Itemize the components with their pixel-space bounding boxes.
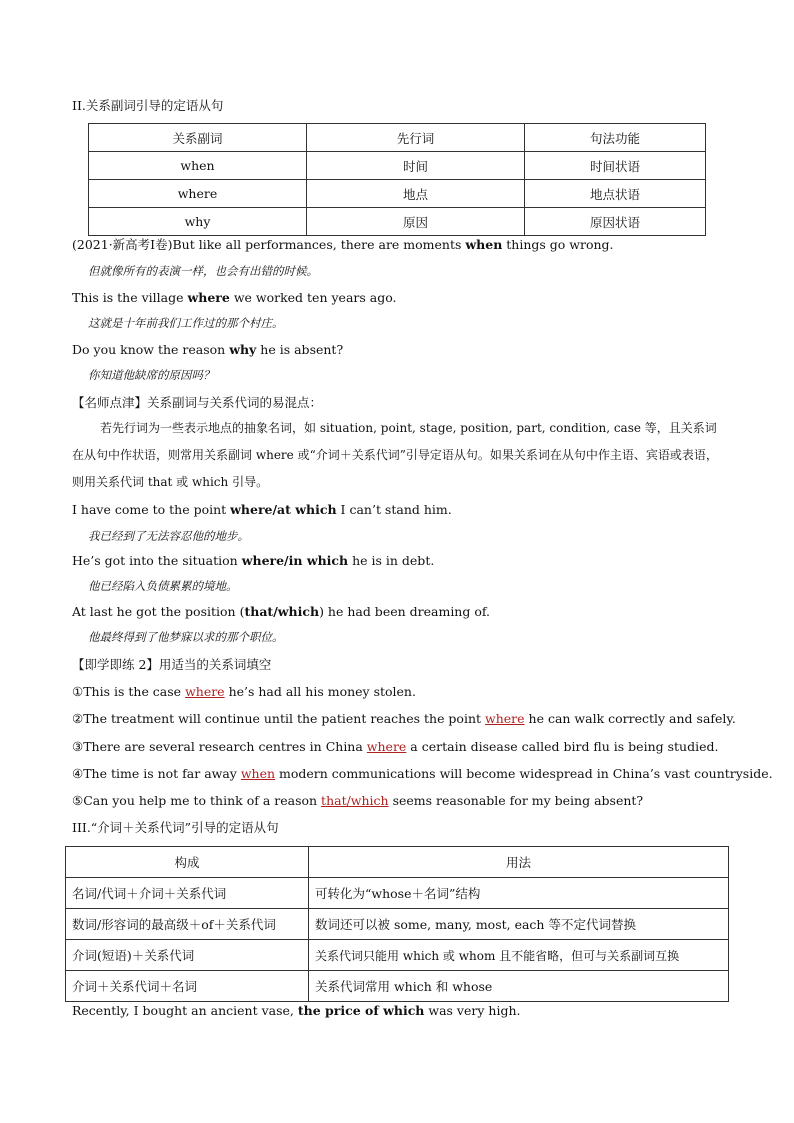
table-row xyxy=(89,180,706,208)
table-cell: 介词(短语)＋关系代词 xyxy=(66,940,309,971)
table-cell: 时间状语 xyxy=(525,152,706,180)
table-row xyxy=(66,878,729,909)
example-sentence: This is the village where we worked ten years ago. xyxy=(72,290,397,305)
relative-adverb-table xyxy=(88,123,706,236)
practice-item: ②The treatment will continue until the patient reaches the point where he can walk correctly and safely. xyxy=(72,711,736,726)
practice-item: ③There are several research centres in China where a certain disease called bird flu is being studied. xyxy=(72,739,719,754)
example-translation: 你知道他缺席的原因吗？ xyxy=(88,368,215,382)
table-cell: why xyxy=(89,208,307,236)
answer-blank: where xyxy=(366,739,407,754)
table-cell: 原因状语 xyxy=(525,208,706,236)
answer-blank: that/which xyxy=(321,793,389,808)
table-cell: 地点 xyxy=(307,180,525,208)
table-header-row xyxy=(66,847,729,878)
answer-blank: when xyxy=(240,766,276,781)
table-cell: 介词＋关系代词＋名词 xyxy=(66,971,309,1002)
table-row xyxy=(89,208,706,236)
example-translation: 这就是十年前我们工作过的那个村庄。 xyxy=(88,316,284,330)
example-sentence: I have come to the point where/at which I can’t stand him. xyxy=(72,502,452,517)
tip-heading: 【名师点津】关系副词与关系代词的易混点： xyxy=(72,395,323,410)
table-cell: 地点状语 xyxy=(525,180,706,208)
section-title-2: II.关系副词引导的定语从句 xyxy=(72,98,224,113)
tip-paragraph: 若先行词为一些表示地点的抽象名词，如 situation, point, stage, position, part, condition, case 等，且关系词在从句中作状语，则常用关系副词 where 或“介词＋关系代词”引导定语从句。如果关系词在从句中作主语、宾语或表语，则用关系代词 that 或 which 引导。 xyxy=(72,421,718,489)
table-header: 用法 xyxy=(309,847,729,878)
table-cell: when xyxy=(89,152,307,180)
example-translation: 他已经陷入负债累累的境地。 xyxy=(88,579,238,593)
table-row xyxy=(66,940,729,971)
table-header-row xyxy=(89,124,706,152)
table-cell: 数词还可以被 some, many, most, each 等不定代词替换 xyxy=(309,909,729,940)
example-sentence: He’s got into the situation where/in which he is in debt. xyxy=(72,553,435,568)
table-row xyxy=(66,971,729,1002)
answer-blank: where xyxy=(485,711,525,726)
prep-pronoun-table xyxy=(65,846,729,1002)
example-translation: 我已经到了无法容忍他的地步。 xyxy=(88,529,249,543)
table-cell: 时间 xyxy=(307,152,525,180)
table-cell: 名词/代词＋介词＋关系代词 xyxy=(66,878,309,909)
section-title-3: III.“介词＋关系代词”引导的定语从句 xyxy=(72,820,279,835)
example-sentence: Do you know the reason why he is absent? xyxy=(72,342,344,357)
table-row xyxy=(66,909,729,940)
table-header: 构成 xyxy=(66,847,309,878)
example-sentence: At last he got the position (that/which) he had been dreaming of. xyxy=(72,604,491,619)
example-translation: 但就像所有的表演一样，也会有出错的时候。 xyxy=(88,264,318,278)
table-header: 关系副词 xyxy=(89,124,307,152)
table-cell: 关系代词常用 which 和 whose xyxy=(309,971,729,1002)
table-cell: 原因 xyxy=(307,208,525,236)
example-sentence: Recently, I bought an ancient vase, the price of which was very high. xyxy=(72,1003,521,1018)
table-row xyxy=(89,152,706,180)
example-sentence: (2021·新高考Ⅰ卷)But like all performances, there are moments when things go wrong. xyxy=(72,237,614,252)
practice-item: ④The time is not far away when modern communications will become widespread in China’s vast countryside. xyxy=(72,766,773,781)
table-cell: 数词/形容词的最高级＋of＋关系代词 xyxy=(66,909,309,940)
practice-item: ⑤Can you help me to think of a reason that/which seems reasonable for my being absent? xyxy=(72,793,644,808)
table-cell: 可转化为“whose＋名词”结构 xyxy=(309,878,729,909)
table-cell: 关系代词只能用 which 或 whom 且不能省略，但可与关系副词互换 xyxy=(309,940,729,971)
example-translation: 他最终得到了他梦寐以求的那个职位。 xyxy=(88,630,284,644)
table-header: 句法功能 xyxy=(525,124,706,152)
table-cell: where xyxy=(89,180,307,208)
answer-blank: where xyxy=(185,684,225,699)
practice-heading: 【即学即练 2】用适当的关系词填空 xyxy=(72,657,272,672)
practice-item: ①This is the case where he’s had all his money stolen. xyxy=(72,684,416,699)
table-header: 先行词 xyxy=(307,124,525,152)
